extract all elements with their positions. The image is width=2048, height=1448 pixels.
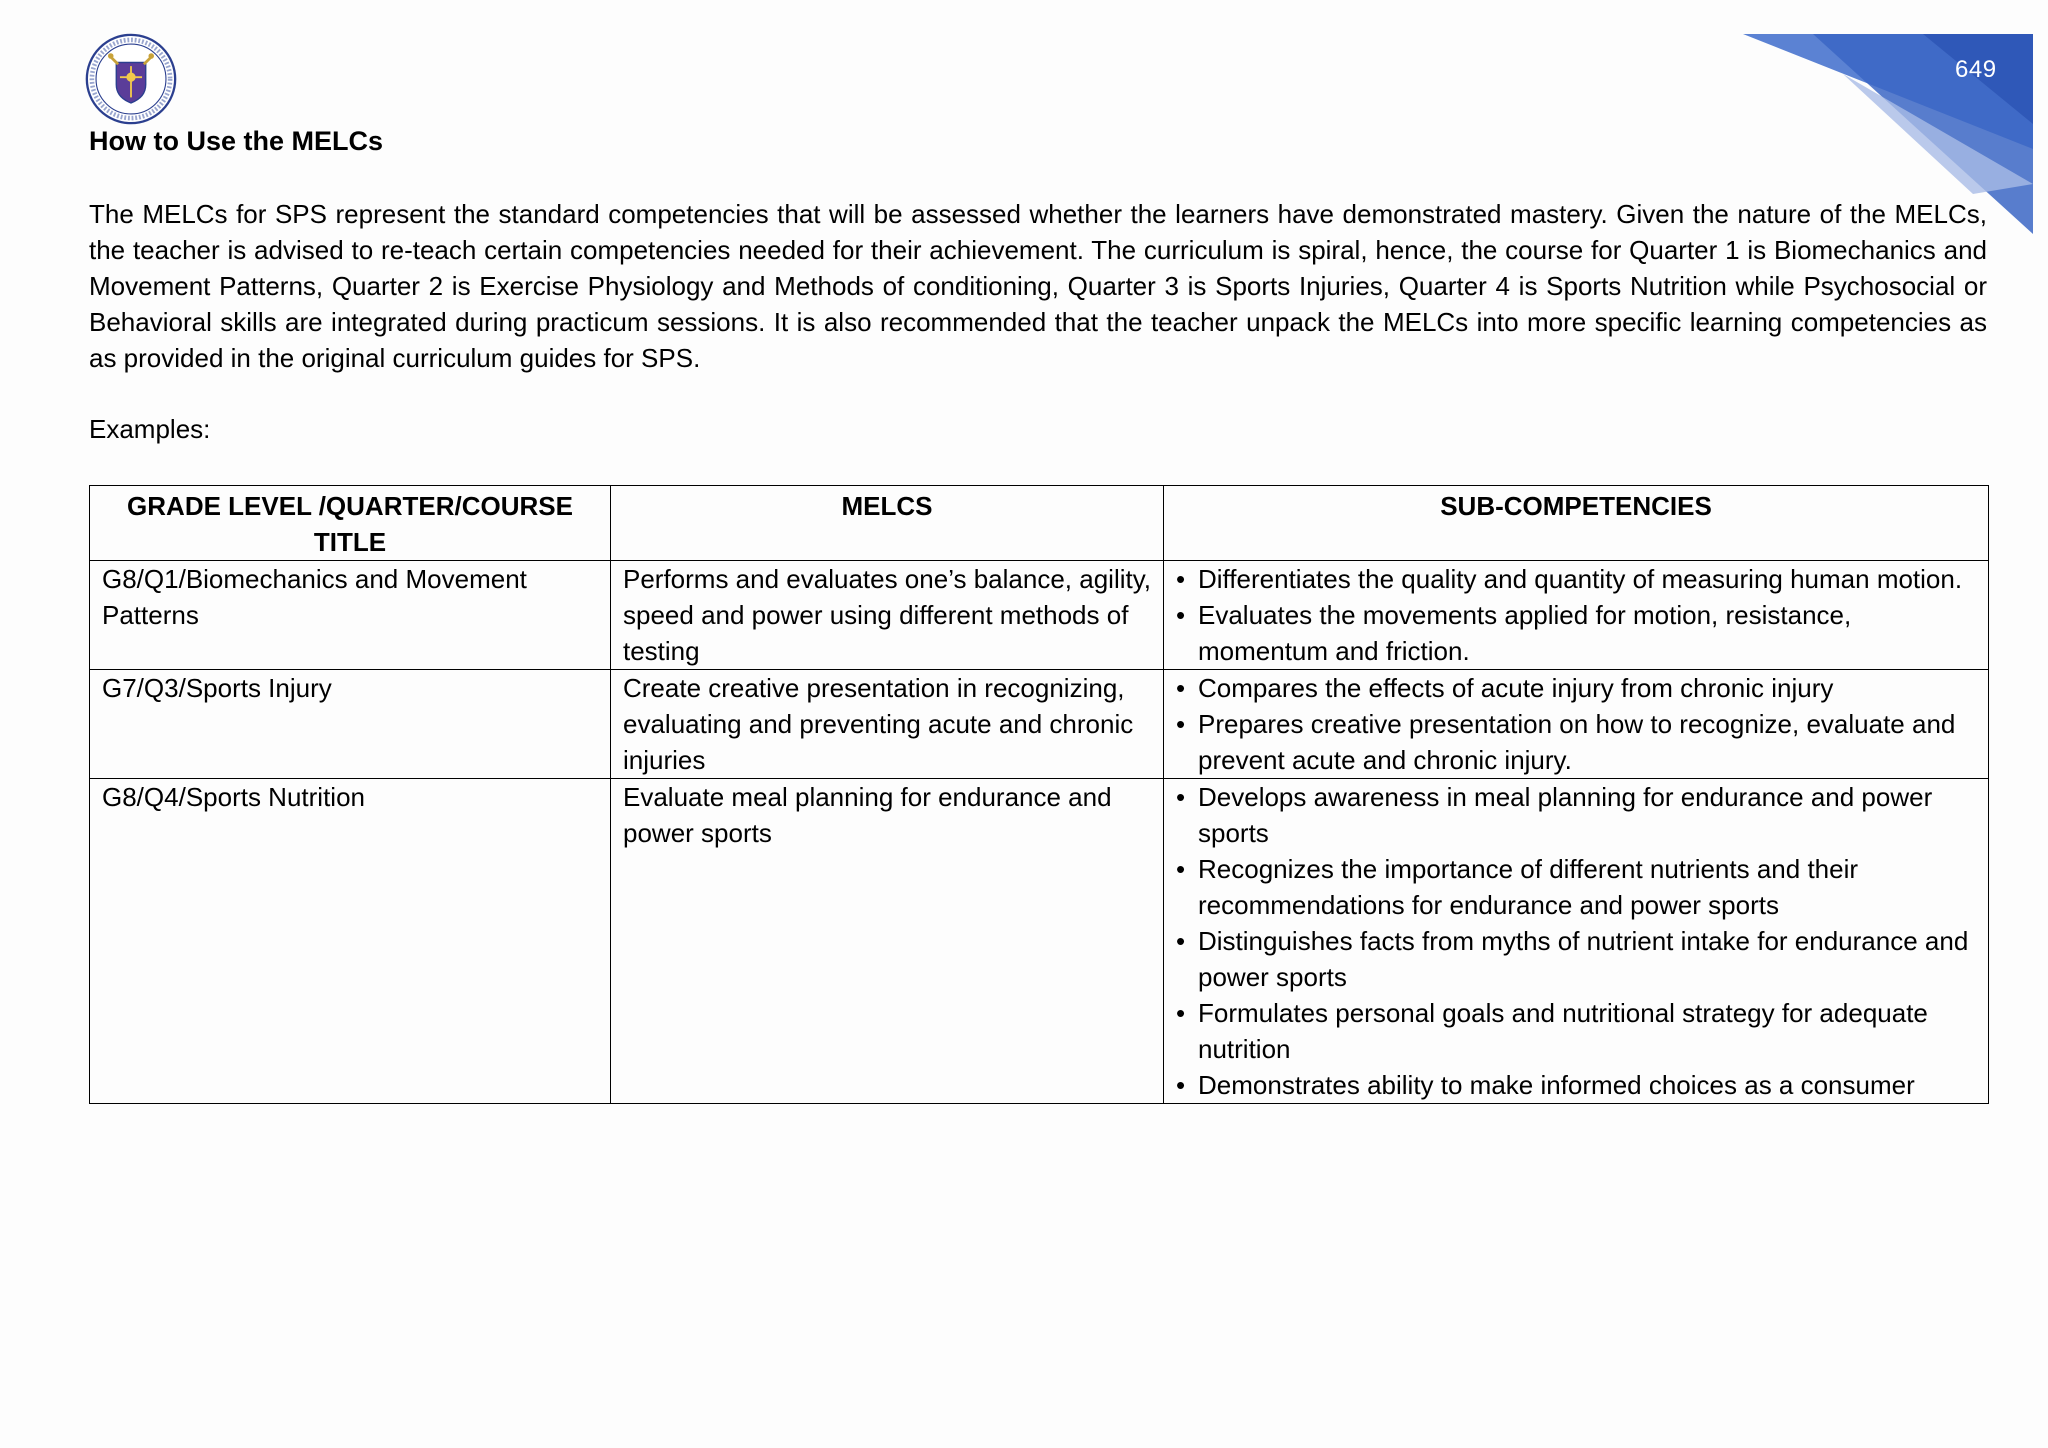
sub-competency-list bbox=[1176, 561, 1976, 669]
sub-competencies-cell bbox=[1164, 779, 1989, 1104]
sub-competency-item: • Compares the effects of acute injury from chronic injury bbox=[1176, 670, 1976, 706]
header-course: GRADE LEVEL /QUARTER/COURSE TITLE bbox=[90, 486, 611, 561]
header-melcs: MELCS bbox=[611, 486, 1164, 561]
table-header-row bbox=[90, 486, 1989, 561]
sub-competency-item: • Formulates personal goals and nutritional strategy for adequate nutrition bbox=[1176, 995, 1976, 1067]
table-row bbox=[90, 670, 1989, 779]
sub-competency-item: • Distinguishes facts from myths of nutrient intake for endurance and power sports bbox=[1176, 923, 1976, 995]
melc-cell: Performs and evaluates one’s balance, agility, speed and power using different methods of testing bbox=[611, 561, 1164, 670]
melc-cell: Evaluate meal planning for endurance and power sports bbox=[611, 779, 1164, 1104]
table-row bbox=[90, 779, 1989, 1104]
sub-competency-list bbox=[1176, 779, 1976, 1103]
deped-seal-logo bbox=[85, 33, 177, 125]
sub-competencies-cell bbox=[1164, 561, 1989, 670]
sub-competency-item: • Differentiates the quality and quantity of measuring human motion. bbox=[1176, 561, 1976, 597]
course-cell: G8/Q4/Sports Nutrition bbox=[90, 779, 611, 1104]
melc-cell: Create creative presentation in recognizing, evaluating and preventing acute and chronic injuries bbox=[611, 670, 1164, 779]
table-row bbox=[90, 561, 1989, 670]
header-sub-competencies: SUB-COMPETENCIES bbox=[1164, 486, 1989, 561]
intro-paragraph: The MELCs for SPS represent the standard competencies that will be assessed whether the learners have demonstrated mastery. Given the nature of the MELCs, the teacher is advised to re-teach certain competencies needed for their achievement. The curriculum is spiral, hence, the course for Quarter 1 is Biomechanics and Movement Patterns, Quarter 2 is Exercise Physiology and Methods of conditioning, Quarter 3 is Sports Injuries, Quarter 4 is Sports Nutrition while Psychosocial or Behavioral skills are integrated during practicum sessions. It is also recommended that the teacher unpack the MELCs into more specific learning competencies as as provided in the original curriculum guides for SPS. bbox=[89, 199, 1987, 373]
sub-competencies-cell bbox=[1164, 670, 1989, 779]
sub-competency-list bbox=[1176, 670, 1976, 778]
melcs-examples-table bbox=[89, 485, 1989, 1104]
course-cell: G8/Q1/Biomechanics and Movement Patterns bbox=[90, 561, 611, 670]
sub-competency-item: • Evaluates the movements applied for motion, resistance, momentum and friction. bbox=[1176, 597, 1976, 669]
page-number: 649 bbox=[1955, 56, 1997, 83]
examples-label: Examples: bbox=[89, 414, 211, 444]
section-heading: How to Use the MELCs bbox=[89, 126, 384, 156]
sub-competency-item: • Develops awareness in meal planning for endurance and power sports bbox=[1176, 779, 1976, 851]
course-cell: G7/Q3/Sports Injury bbox=[90, 670, 611, 779]
sub-competency-item: • Recognizes the importance of different nutrients and their recommendations for endurance and power sports bbox=[1176, 851, 1976, 923]
sub-competency-item: • Prepares creative presentation on how to recognize, evaluate and prevent acute and chronic injury. bbox=[1176, 706, 1976, 778]
sub-competency-item: • Demonstrates ability to make informed choices as a consumer bbox=[1176, 1067, 1976, 1103]
